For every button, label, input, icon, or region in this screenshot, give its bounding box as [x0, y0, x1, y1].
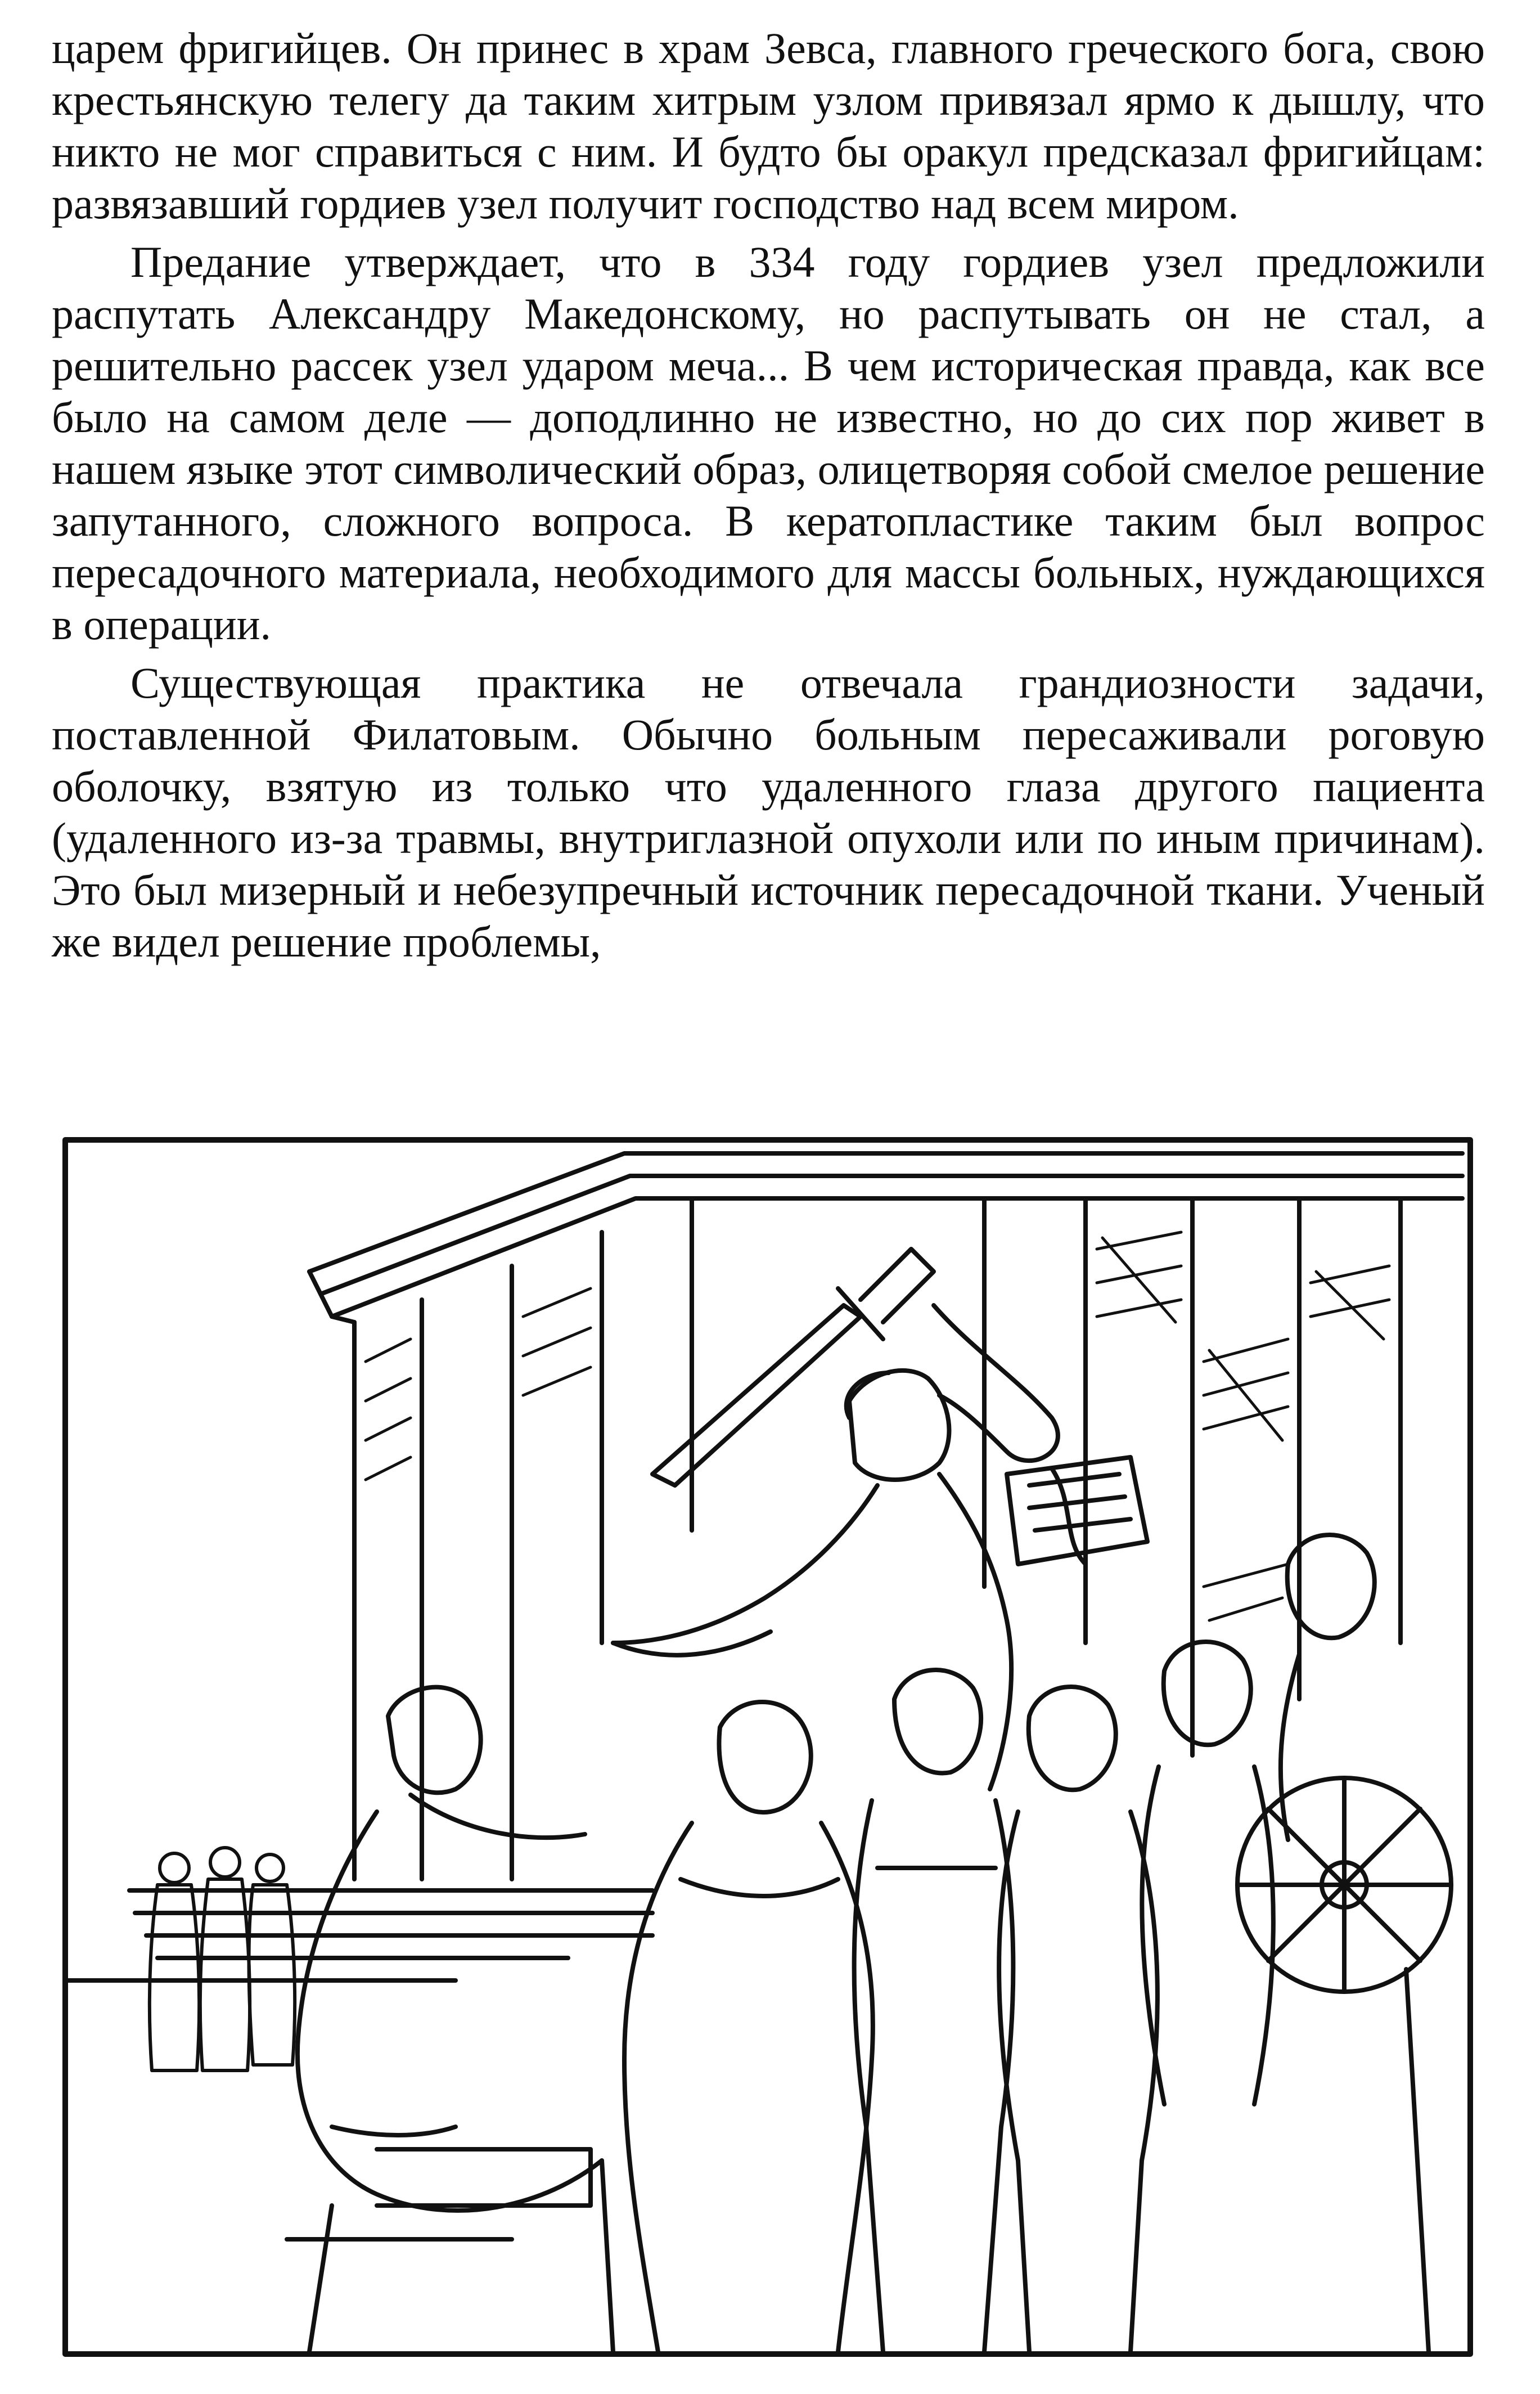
paragraph-2: Предание утверждает, что в 334 году гордиев узел предложили распутать Александру Македонскому, но распутывать он не стал, а решительно рассек узел ударом меча... В чем историческая правда, как все было на самом деле — доподлинно не известно, но до сих пор живет в нашем языке этот символический образ, олицетворяя собой смелое решение запутанного, сложного вопроса. В кератопластике таким был вопрос пересадочного материала, необходимого для массы больных, нуждающихся в операции. [52, 237, 1485, 649]
paragraph-3: Существующая практика не отвечала грандиозности задачи, поставленной Филатовым. Обычно больным пересаживали роговую оболочку, взятую из только что удаленного глаза другого пациента (удаленного из-за травмы, внутриглазной опухоли или по иным причинам). Это был мизерный и небезупречный источник пересадочной ткани. Ученый же видел решение проблемы, [52, 658, 1485, 966]
body-text [52, 23, 1485, 974]
cart-knot [1007, 1457, 1147, 1564]
temple-cornice [309, 1153, 1462, 1272]
paragraph-1: царем фригийцев. Он принес в храм Зевса, главного греческого бога, свою крестьянскую телегу да таким хитрым узлом привязал ярмо к дышлу, что никто не мог справиться с ним. И будто бы оракул предсказал фригийцам: развязавший гордиев узел получит господство над всем миром. [52, 24, 1485, 228]
alexander-figure [613, 1305, 1058, 1789]
illustration-drawing [62, 1137, 1474, 2357]
illustration-alexander-cutting-knot [62, 1137, 1474, 2357]
illustration-frame [65, 1140, 1470, 2354]
temple-columns [354, 1198, 1401, 1879]
sword [652, 1249, 934, 1485]
column-hatching [366, 1232, 1389, 1620]
crowd-figures [298, 1535, 1429, 2352]
cart-wheel [1237, 1778, 1451, 1992]
